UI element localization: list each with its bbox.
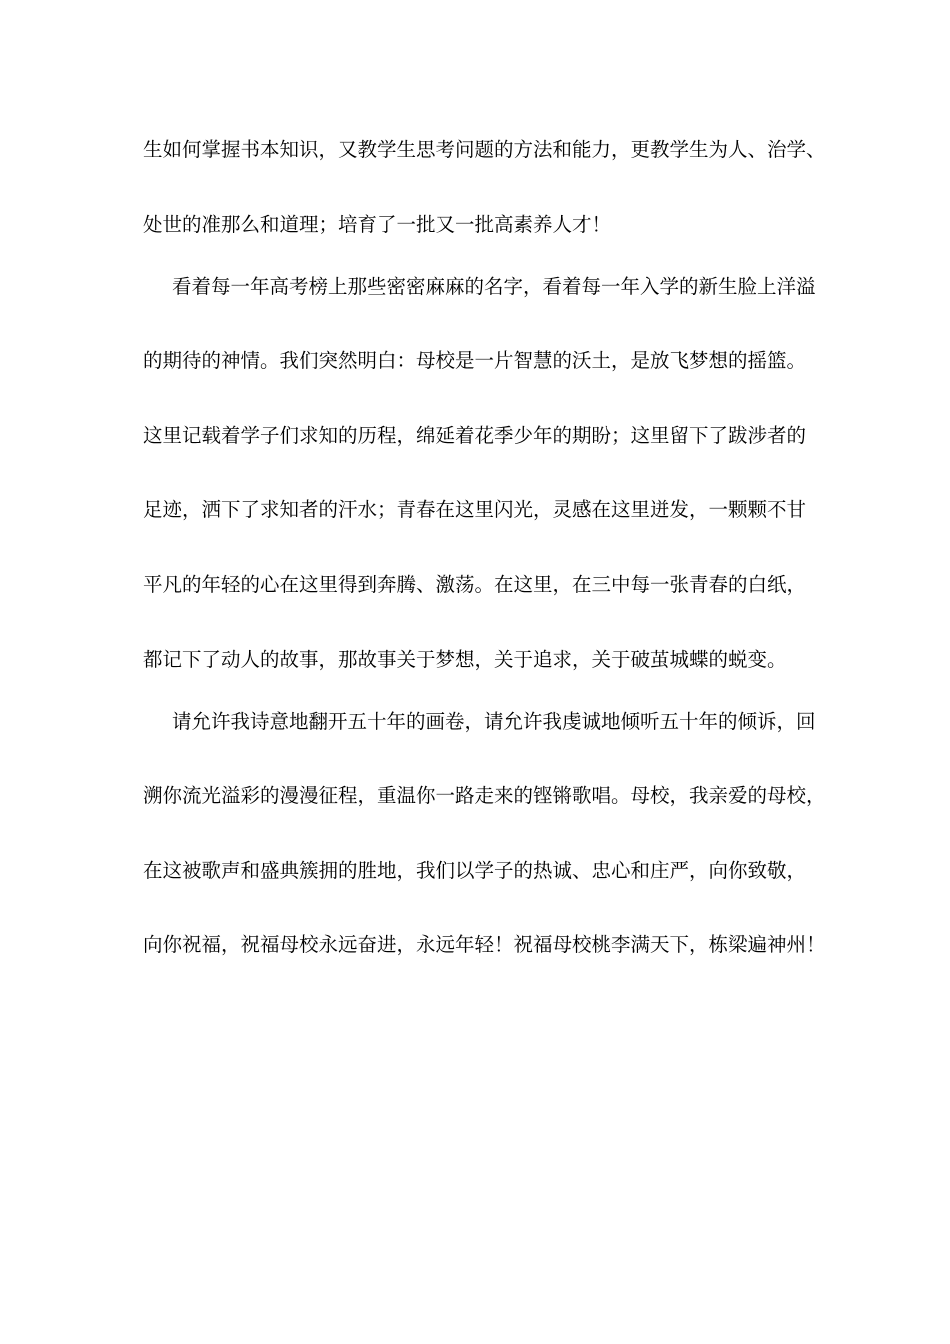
text-line-5: 这里记载着学子们求知的历程，绵延着花季少年的期盼；这里留下了跋涉者的 [143,424,807,447]
text-line-1: 生如何掌握书本知识，又教学生思考问题的方法和能力，更教学生为人、治学、 [143,138,826,161]
text-line-6: 足迹，洒下了求知者的汗水；青春在这里闪光，灵感在这里迸发，一颗颗不甘 [143,498,807,521]
text-line-8: 都记下了动人的故事，那故事关于梦想，关于追求，关于破茧城蝶的蜕变。 [143,648,787,671]
text-line-10: 溯你流光溢彩的漫漫征程，重温你一路走来的铿锵歌唱。母校，我亲爱的母校， [143,784,826,807]
text-line-12: 向你祝福，祝福母校永远奋进，永远年轻！祝福母校桃李满天下，栋梁遍神州！ [143,933,826,956]
paragraph-start-line: 请允许我诗意地翻开五十年的画卷，请允许我虔诚地倾听五十年的倾诉，回 [172,710,816,733]
text-line-4: 的期待的神情。我们突然明白：母校是一片智慧的沃土，是放飞梦想的摇篮。 [143,349,807,372]
text-line-11: 在这被歌声和盛典簇拥的胜地，我们以学子的热诚、忠心和庄严，向你致敬， [143,859,807,882]
text-line-2: 处世的准那么和道理；培育了一批又一批高素养人才！ [143,213,612,236]
text-line-7: 平凡的年轻的心在这里得到奔腾、激荡。在这里，在三中每一张青春的白纸， [143,573,807,596]
paragraph-start-line: 看着每一年高考榜上那些密密麻麻的名字，看着每一年入学的新生脸上洋溢 [172,275,816,298]
